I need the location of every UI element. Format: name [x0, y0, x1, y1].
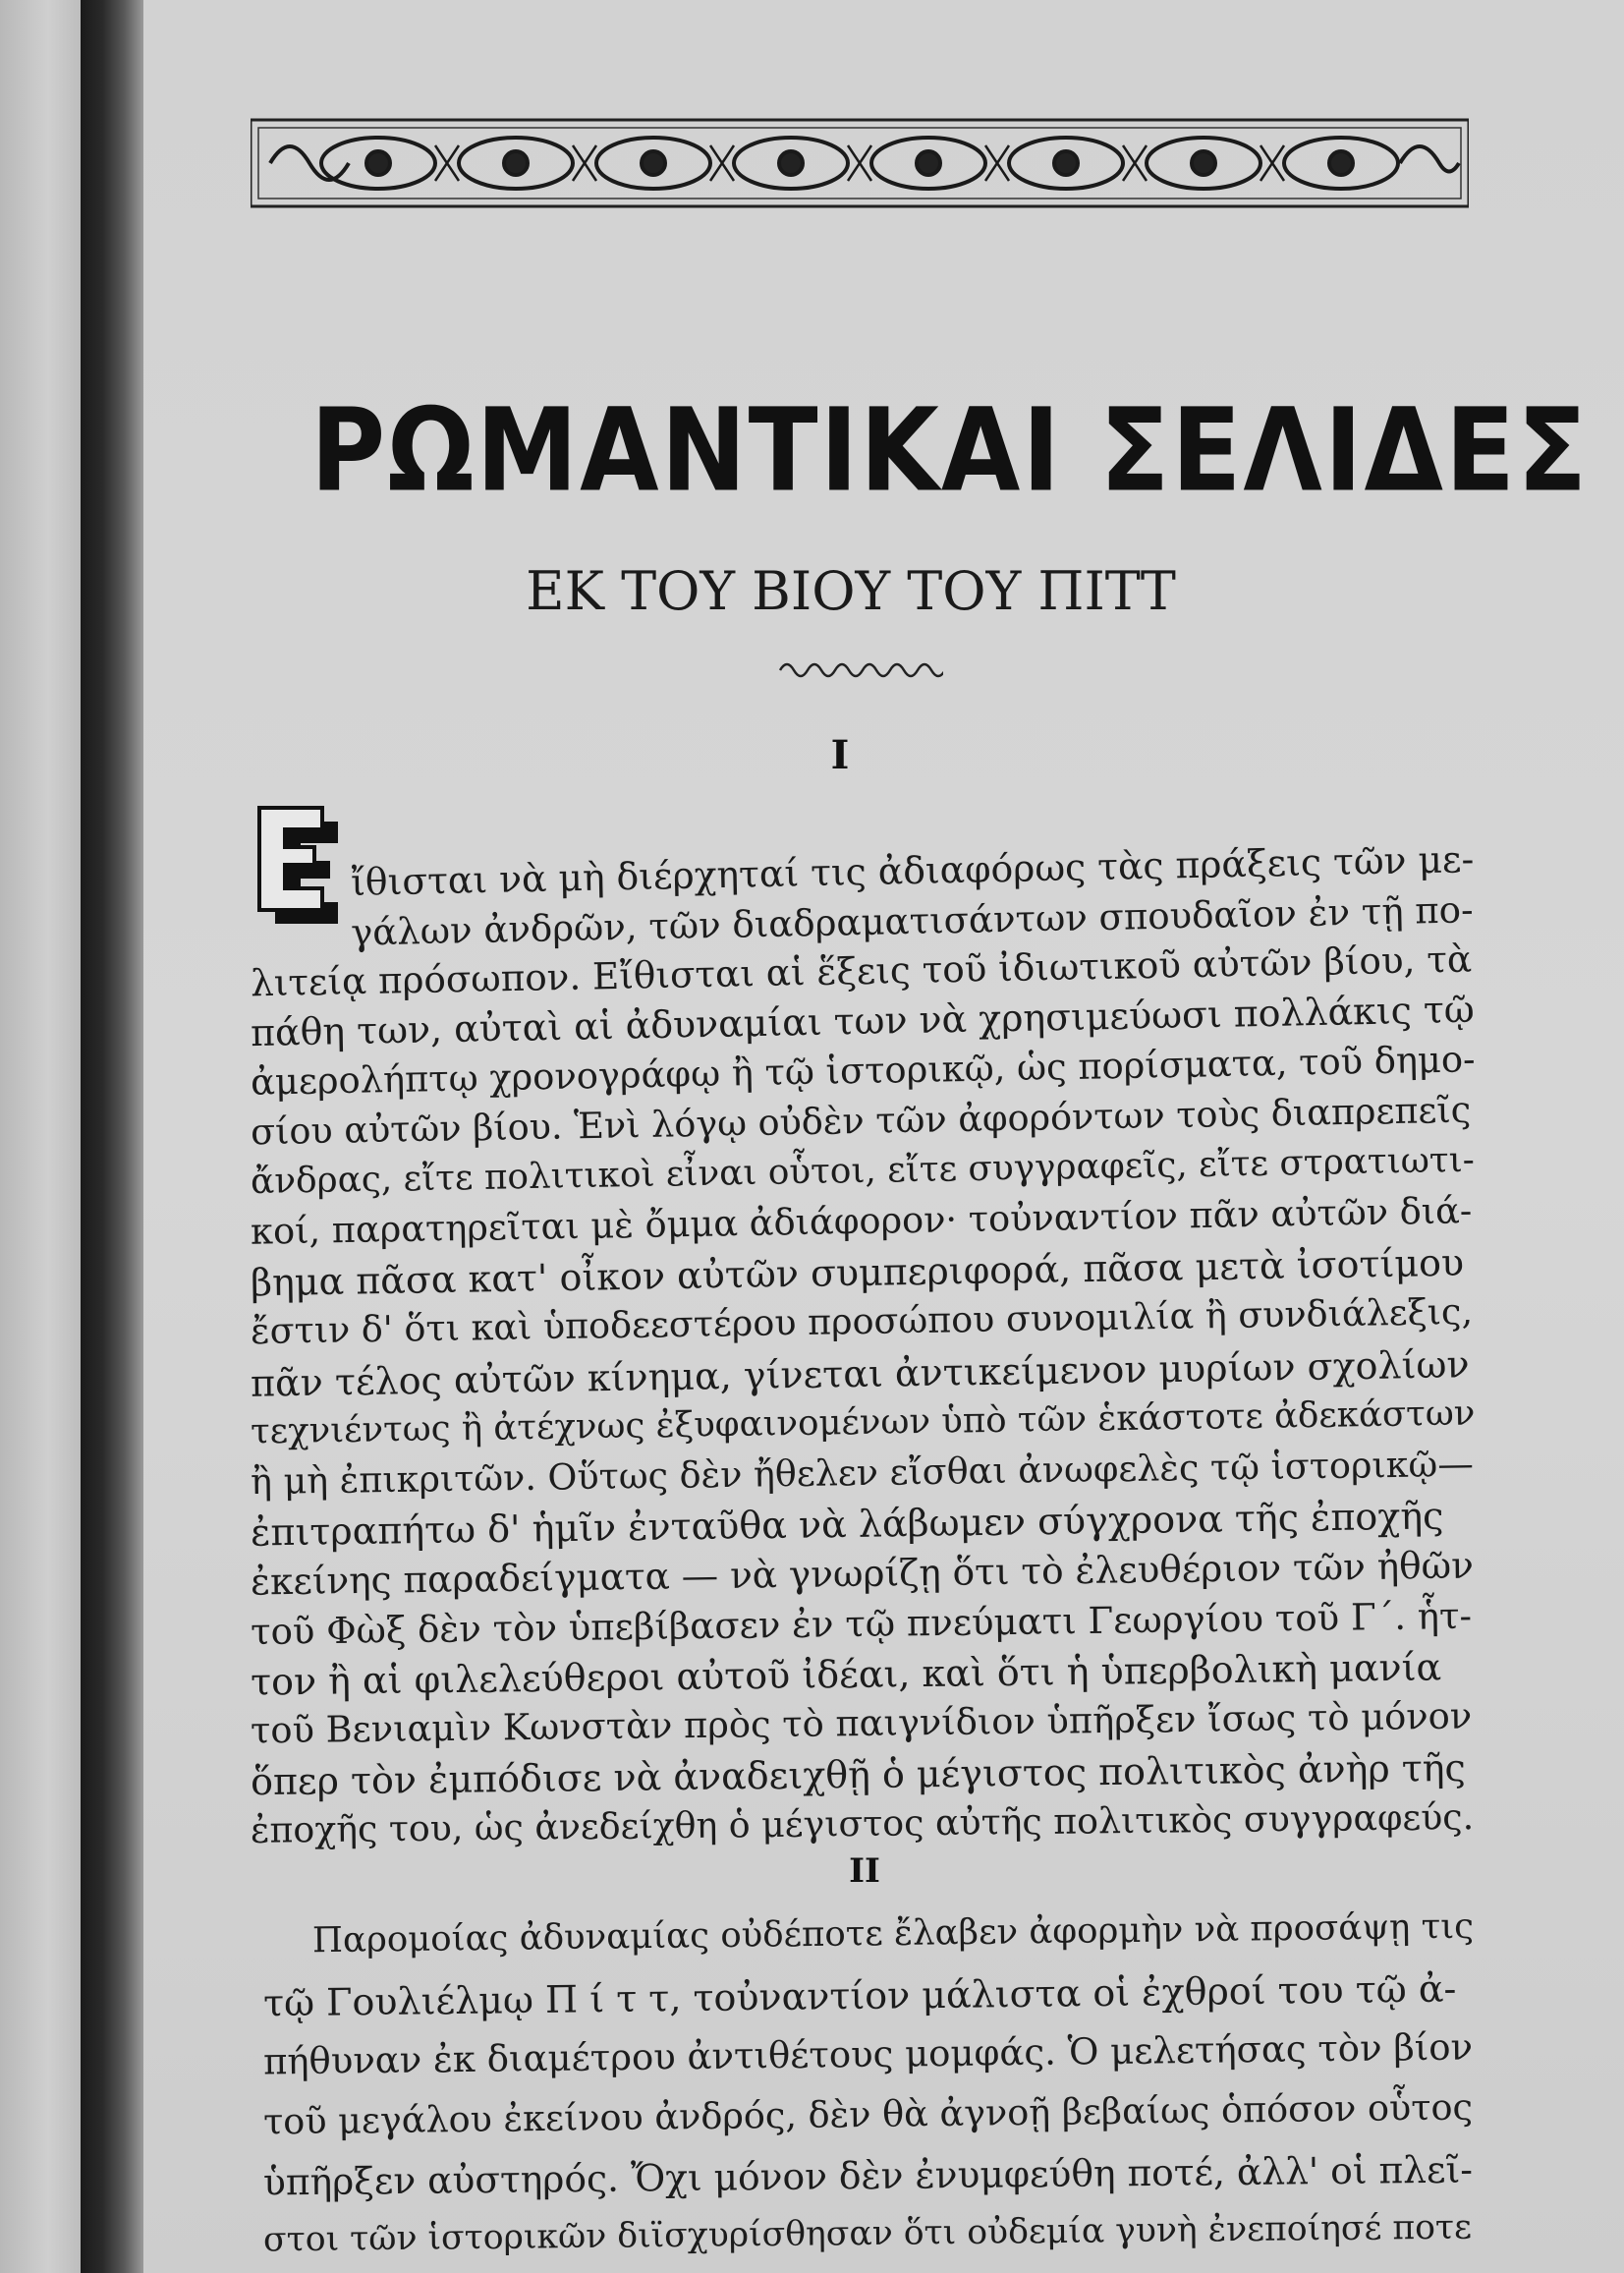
text-line: στοι τῶν ἱστορικῶν διϊσχυρίσθησαν ὅτι οὐδεμία γυνὴ ἐνεποίησέ ποτε — [262, 2207, 1473, 2260]
text-line: τῷ Γουλιέλμῳ Π ί τ τ, τοὐναντίον μάλιστα οἱ ἐχθροί του τῷ ἀ- — [262, 1966, 1457, 2025]
text-line: ἄνδρας, εἴτε πολιτικοὶ εἶναι οὗτοι, εἴτε συγγραφεῖς, εἴτε στρατιωτι- — [250, 1139, 1476, 1203]
facing-page-edge — [0, 0, 81, 2273]
text-line: ἀμερολήπτῳ χρονογράφῳ ἢ τῷ ἱστορικῷ, ὡς πορίσματα, τοῦ δημο- — [250, 1038, 1476, 1104]
text-line: σίου αὐτῶν βίου. Ἑνὶ λόγῳ οὐδὲν τῶν ἀφορόντων τοὺς διαπρεπεῖς — [250, 1088, 1472, 1154]
drop-cap-initial — [253, 804, 342, 928]
text-line: ἐποχῆς του, ὡς ἀνεδείχθη ὁ μέγιστος αὐτῆς πολιτικὸς συγγραφεύς. — [250, 1795, 1475, 1851]
decorative-squiggle-divider — [776, 658, 943, 682]
text-line: κοί, παρατηρεῖται μὲ ὄμμα ἀδιάφορον· τοὐναντίον πᾶν αὐτῶν διά- — [250, 1189, 1473, 1253]
text-line: τοῦ Βενιαμὶν Κωνστὰν πρὸς τὸ παιγνίδιον ὑπῆρξεν ἴσως τὸ μόνον — [250, 1694, 1473, 1752]
page-title: ΡΩΜΑΝΤΙΚΑΙ ΣΕΛΙΔΕΣ — [310, 383, 1590, 518]
book-gutter — [81, 0, 143, 2273]
ornamental-header-band — [251, 116, 1469, 210]
text-line: ὅπερ τὸν ἐμπόδισε νὰ ἀναδειχθῇ ὁ μέγιστος πολιτικὸς ἀνὴρ τῆς — [250, 1745, 1467, 1804]
text-line: βημα πᾶσα κατ' οἶκον αὐτῶν συμπεριφορά, πᾶσα μετὰ ἰσοτίμου — [250, 1240, 1465, 1305]
text-line: ἢ μὴ ἐπικριτῶν. Οὕτως δὲν ἤθελεν εἴσθαι ἀνωφελὲς τῷ ἱστορικῷ— — [250, 1442, 1475, 1504]
text-line: ἔστιν δ' ὅτι καὶ ὑποδεεστέρου προσώπου συνομιλία ἢ συνδιάλεξις, — [250, 1289, 1474, 1353]
section-number-1: Ι — [830, 732, 850, 778]
text-line: πᾶν τέλος αὐτῶν κίνημα, γίνεται ἀντικείμενον μυρίων σχολίων — [250, 1342, 1470, 1405]
text-line: γάλων ἀνδρῶν, τῶν διαδραματισάντων σπουδαῖον ἐν τῇ πο- — [350, 888, 1474, 954]
page-subtitle: ΕΚ ΤΟΥ ΒΙΟΥ ΤΟΥ ΠΙΤΤ — [526, 560, 1176, 622]
text-line: τον ἢ αἱ φιλελεύθεροι αὐτοῦ ἰδέαι, καὶ ὅτι ἡ ὑπερβολικὴ μανία — [250, 1645, 1442, 1704]
text-line: ἴθισται νὰ μὴ διέρχηταί τις ἀδιαφόρως τὰς πράξεις τῶν με- — [350, 837, 1475, 904]
text-line: ὑπῆρξεν αὐστηρός. Ὄχι μόνον δὲν ἐνυμφεύθη ποτέ, ἀλλ' οἱ πλεῖ- — [262, 2147, 1474, 2204]
text-line: τοῦ μεγάλου ἐκείνου ἀνδρός, δὲν θὰ ἀγνοῇ βεβαίως ὁπόσον οὗτος — [262, 2085, 1474, 2143]
text-line: πήθυναν ἐκ διαμέτρου ἀντιθέτους μομφάς. Ὁ μελετήσας τὸν βίον — [262, 2025, 1474, 2083]
text-line: λιτείᾳ πρόσωπον. Εἴθισται αἱ ἕξεις τοῦ ἰδιωτικοῦ αὐτῶν βίου, τὰ — [250, 937, 1473, 1005]
text-line: τοῦ Φὼξ δὲν τὸν ὑπεβίβασεν ἐν τῷ πνεύματι Γεωργίου τοῦ Γ΄. ἧτ- — [250, 1594, 1473, 1654]
text-line: ἐκείνης παραδείγματα — νὰ γνωρίζῃ ὅτι τὸ ἐλευθέριον τῶν ἠθῶν — [250, 1543, 1475, 1604]
text-line: Παρομοίας ἀδυναμίας οὐδέποτε ἔλαβεν ἀφορμὴν νὰ προσάψῃ τις — [311, 1905, 1475, 1961]
text-line: τεχνιέντως ἢ ἀτέχνως ἐξυφαινομένων ὑπὸ τῶν ἑκάστοτε ἀδεκάστων — [250, 1392, 1476, 1452]
drop-cap-letter: Ε — [253, 804, 254, 805]
section-number-2: ΙΙ — [849, 1851, 880, 1891]
text-line: ἐπιτραπήτω δ' ἡμῖν ἐνταῦθα νὰ λάβωμεν σύγχρονα τῆς ἐποχῆς — [250, 1494, 1444, 1555]
text-line: πάθη των, αὐταὶ αἱ ἀδυναμίαι των νὰ χρησιμεύωσι πολλάκις τῷ — [250, 987, 1476, 1055]
